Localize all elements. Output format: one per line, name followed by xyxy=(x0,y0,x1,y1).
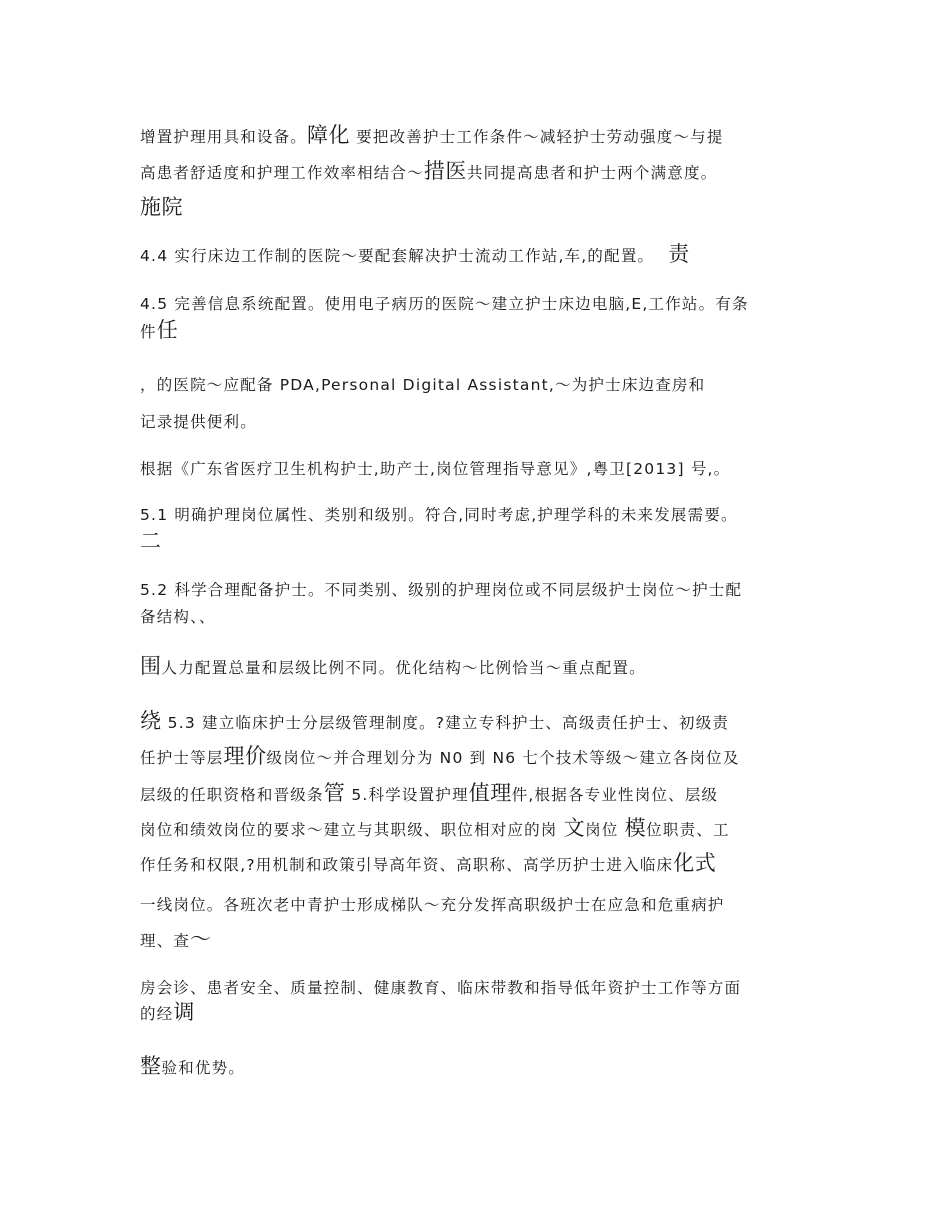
text-line: 层级的任职资格和晋级条管 5.科学设置护理值理件,根据各专业性岗位、层级 xyxy=(140,781,719,805)
text-line: 整验和优势。 xyxy=(140,1054,246,1078)
text-line: 作任务和权限,?用机制和政策引导高年资、高职称、高学历护士进入临床化式 xyxy=(140,851,717,875)
text-line: 记录提供便利。 xyxy=(140,413,257,431)
text-line: 4.4 实行床边工作制的医院～要配套解决护士流动工作站,车,的配置。 责 xyxy=(140,242,690,266)
text-line: 岗位和绩效岗位的要求～建立与其职级、职位相对应的岗 文岗位 模位职责、工 xyxy=(140,816,730,840)
text-line: 5.2 科学合理配备护士。不同类别、级别的护理岗位或不同层级护士岗位～护士配 xyxy=(140,581,743,599)
text-line: 一线岗位。各班次老中青护士形成梯队～充分发挥高职级护士在应急和危重病护 xyxy=(140,896,725,914)
text-line: 5.1 明确护理岗位属性、类别和级别。符合,同时考虑,护理学科的未来发展需要。 xyxy=(140,506,738,524)
text-line: 高患者舒适度和护理工作效率相结合～措医共同提高患者和护士两个满意度。 xyxy=(140,159,718,183)
text-line: 备结构、、 xyxy=(140,608,216,626)
text-line: 理、查～ xyxy=(140,927,212,951)
text-line: 的经调 xyxy=(140,1000,195,1024)
text-line: 二 xyxy=(140,529,162,553)
text-line: 任护士等层理价级岗位～并合理划分为 N0 到 N6 七个技术等级～建立各岗位及 xyxy=(140,744,740,768)
text-line: 房会诊、患者安全、质量控制、健康教育、临床带教和指导低年资护士工作等方面 xyxy=(140,979,742,997)
text-line: 件任 xyxy=(140,318,179,342)
text-line: 增置护理用具和设备。障化 要把改善护士工作条件～减轻护士劳动强度～与提 xyxy=(140,123,724,147)
text-line: 施院 xyxy=(140,195,183,219)
text-line: 根据《广东省医疗卫生机构护士,助产士,岗位管理指导意见》,粤卫[2013] 号,。 xyxy=(140,460,731,478)
text-line: 绕 5.3 建立临床护士分层级管理制度。?建立专科护士、高级责任护士、初级责 xyxy=(140,709,730,733)
text-line: 围人力配置总量和层级比例不同。优化结构～比例恰当～重点配置。 xyxy=(140,654,646,678)
text-line: 4.5 完善信息系统配置。使用电子病历的医院～建立护士床边电脑,E,工作站。有条 xyxy=(140,295,749,313)
text-line: ，的医院～应配备 PDA,Personal Digital Assistant,～为护士床边查房和 xyxy=(140,376,706,394)
